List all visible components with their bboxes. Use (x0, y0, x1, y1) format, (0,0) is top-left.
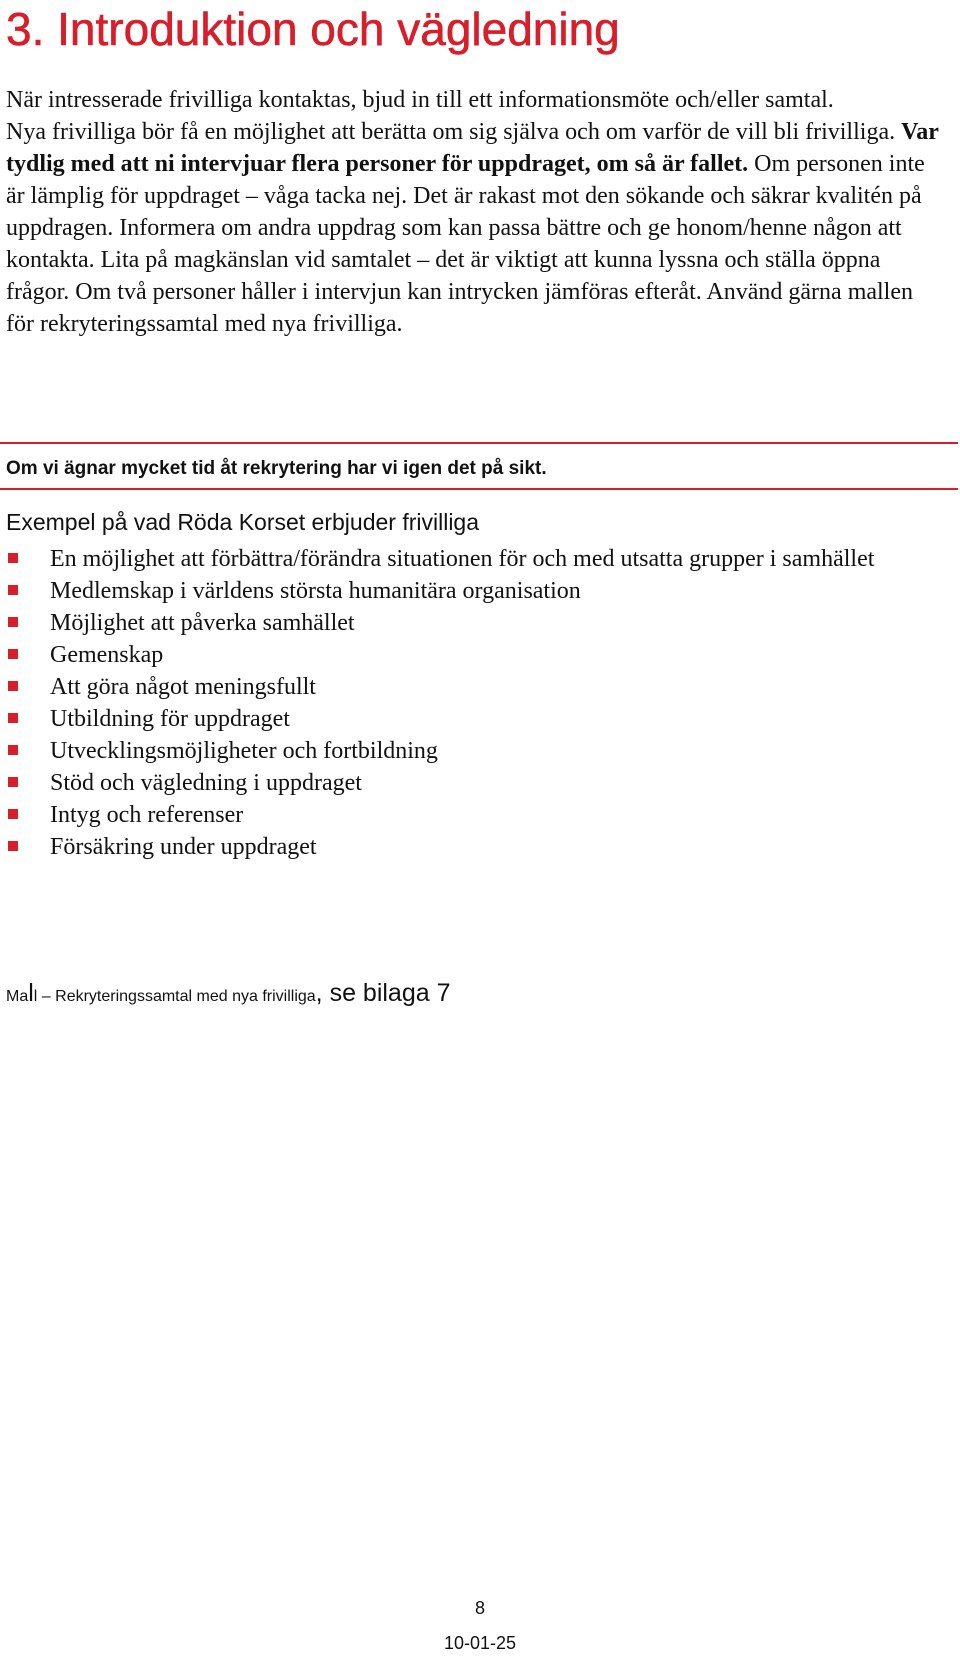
list-item (0, 639, 900, 671)
reference-text: l (28, 979, 34, 1007)
divider-top (0, 442, 958, 444)
intro-emphasis: Var tydlig med att ni intervjuar flera personer för uppdraget, om så är fallet. (6, 119, 939, 177)
square-bullet-icon (8, 617, 18, 627)
reference-text: , se bilaga 7 (315, 979, 451, 1007)
intro-text: Om personen inte är lämplig för uppdraget – våga tacka nej. Det är rakast mot den sökande och säkrar kvalitén på uppdragen. Informera om andra uppdrag som kan passa bättre och ge honom/henne någon att kontakta. Lita på magkänslan vid samtalet – det är viktigt att kunna lyssna och ställa öppna frågor. Om två personer håller i intervjun kan intrycken jämföras efteråt. Använd gärna mallen för rekryteringssamtal med nya frivilliga. (6, 151, 925, 337)
benefits-list (0, 543, 900, 863)
list-item (0, 671, 900, 703)
square-bullet-icon (8, 681, 18, 691)
square-bullet-icon (8, 745, 18, 755)
section-heading: 3. Introduktion och vägledning (6, 3, 620, 55)
square-bullet-icon (8, 809, 18, 819)
list-item-text: En möjlighet att förbättra/förändra situationen för och med utsatta grupper i samhället (50, 546, 875, 572)
list-item-text: Intyg och referenser (50, 802, 244, 828)
list-item-text: Att göra något meningsfullt (50, 674, 316, 700)
intro-paragraph (6, 84, 946, 340)
highlight-callout: Om vi ägnar mycket tid åt rekrytering har vi igen det på sikt. (6, 458, 547, 479)
list-item (0, 831, 900, 863)
list-item (0, 543, 900, 575)
list-item (0, 799, 900, 831)
square-bullet-icon (8, 841, 18, 851)
list-item (0, 607, 900, 639)
list-item-text: Utbildning för uppdraget (50, 706, 290, 732)
list-item-text: Möjlighet att påverka samhället (50, 610, 355, 636)
square-bullet-icon (8, 649, 18, 659)
square-bullet-icon (8, 713, 18, 723)
list-item (0, 575, 900, 607)
list-item (0, 735, 900, 767)
list-item-text: Medlemskap i världens största humanitära organisation (50, 578, 581, 604)
list-item-text: Gemenskap (50, 642, 164, 668)
intro-text: När intresserade frivilliga kontaktas, bjud in till ett informationsmöte och/eller samtal. (6, 87, 834, 113)
square-bullet-icon (8, 553, 18, 563)
square-bullet-icon (8, 585, 18, 595)
reference-text: Ma (6, 988, 29, 1005)
reference-text: l – Rekryteringssamtal med nya frivilliga (33, 988, 316, 1005)
template-reference (6, 978, 451, 1012)
list-item (0, 767, 900, 799)
list-item (0, 703, 900, 735)
divider-bottom (0, 488, 958, 490)
page-number: 8 (474, 1598, 485, 1618)
list-item-text: Utvecklingsmöjligheter och fortbildning (50, 738, 438, 764)
document-date: 10-01-25 (443, 1633, 517, 1653)
square-bullet-icon (8, 777, 18, 787)
list-item-text: Försäkring under uppdraget (50, 834, 317, 860)
intro-text: Nya frivilliga bör få en möjlighet att berätta om sig själva och om varför de vill bli frivilliga. (6, 119, 902, 145)
list-item-text: Stöd och vägledning i uppdraget (50, 770, 362, 796)
benefits-heading: Exempel på vad Röda Korset erbjuder frivilliga (6, 509, 480, 535)
